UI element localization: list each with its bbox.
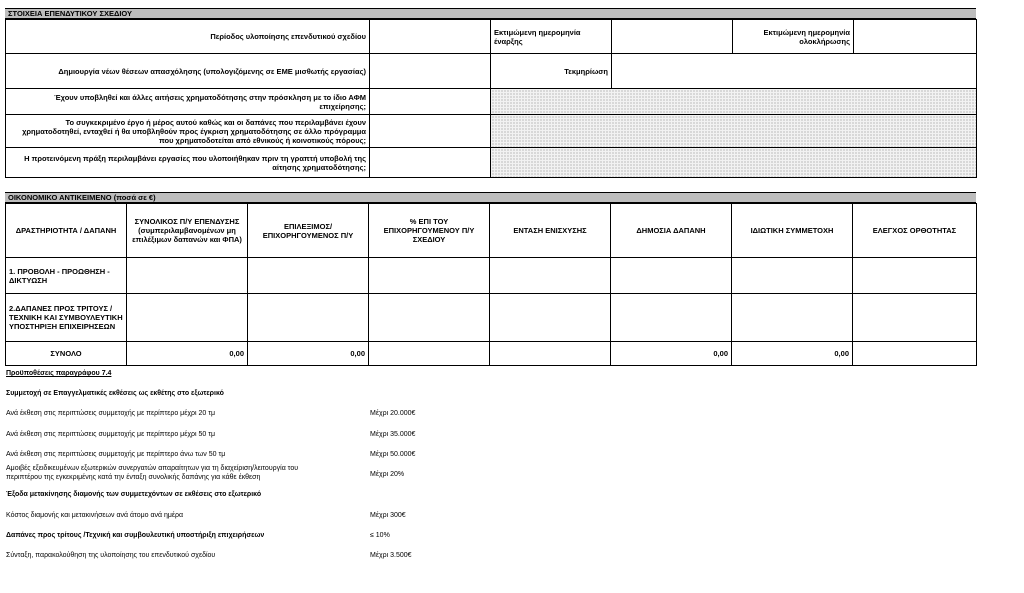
row-promotion-label: 1. ΠΡΟΒΟΛΗ - ΠΡΟΩΘΗΣΗ - ΔΙΚΤΥΩΣΗ bbox=[6, 258, 127, 294]
question-other-funding-input[interactable] bbox=[370, 115, 491, 148]
note-line-monitoring: Σύνταξη, παρακολούθηση της υλοποίησης του επενδυτικού σχεδίου bbox=[6, 552, 216, 559]
table-cell bbox=[853, 342, 977, 366]
note-line-accommodation: Κόστος διαμονής και μετακινήσεων ανά άτομο ανά ημέρα bbox=[6, 512, 184, 519]
table-cell[interactable] bbox=[490, 258, 611, 294]
section-financial-header: ΟΙΚΟΝΟΜΙΚΟ ΑΝΤΙΚΕΙΜΕΝΟ (ποσά σε €) bbox=[5, 192, 976, 203]
col-percentage: % ΕΠΙ ΤΟΥ ΕΠΙΧΟΡΗΓΟΥΜΕΝΟΥ Π/Υ ΣΧΕΔΙΟΥ bbox=[369, 204, 490, 258]
note-line-external-staff-cont: περιπτέρου της εγκεκριμένης κατά την ένταξη συνολικής δαπάνης για κάθε έκθεση bbox=[6, 474, 261, 481]
note-value-external-staff: Μέχρι 20% bbox=[370, 471, 405, 478]
table-cell[interactable] bbox=[369, 294, 490, 342]
note-line-external-staff: Αμοιβές εξειδικευμένων εξωτερικών συνεργατών απαραίτητων για τη διαχείριση/λειτουργία του bbox=[6, 465, 299, 472]
total-private-value: 0,00 bbox=[732, 342, 853, 366]
note-value-50sqm: Μέχρι 35.000€ bbox=[370, 431, 416, 438]
table-cell[interactable] bbox=[248, 294, 369, 342]
start-date-input[interactable] bbox=[612, 20, 733, 54]
note-line-50sqm: Ανά έκθεση στις περιπτώσεις συμμετοχής με περίπτερο μέχρι 50 τμ bbox=[6, 431, 216, 438]
question-prior-works-input[interactable] bbox=[370, 148, 491, 178]
financial-table bbox=[5, 203, 977, 366]
table-cell[interactable] bbox=[732, 294, 853, 342]
table-cell[interactable] bbox=[369, 258, 490, 294]
question-other-funding: Το συγκεκριμένο έργο ή μέρος αυτού καθώς και οι δαπάνες που περιλαμβάνει έχουν χρηματοδοτηθεί, ενταχθεί ή θα υποβληθούν προς έγκριση χρηματοδότησης σε άλλο πρόγραμμα που χρηματοδοτείται από εθνικούς ή κοινοτικούς πόρους; bbox=[6, 115, 370, 148]
investment-plan-table bbox=[5, 19, 977, 178]
hatched-area bbox=[491, 115, 977, 148]
total-eligible-value: 0,00 bbox=[248, 342, 369, 366]
hatched-area bbox=[491, 148, 977, 178]
start-date-label: Εκτιμώμενη ημερομηνία έναρξης bbox=[491, 20, 612, 54]
notes-title: Προϋποθέσεις παραγράφου 7.4 bbox=[6, 370, 112, 377]
total-label: ΣΥΝΟΛΟ bbox=[6, 342, 127, 366]
question-other-applications: Έχουν υποβληθεί και άλλες αιτήσεις χρηματοδότησης στην πρόσκληση με το ίδιο ΑΦΜ επιχείρησης; bbox=[6, 89, 370, 115]
section-investment-header: ΣΤΟΙΧΕΙΑ ΕΠΕΝΔΥΤΙΚΟΥ ΣΧΕΔΙΟΥ bbox=[5, 8, 976, 19]
note-value-third-party: ≤ 10% bbox=[370, 532, 390, 539]
evidence-label: Τεκμηρίωση bbox=[491, 54, 612, 89]
total-public-value: 0,00 bbox=[611, 342, 732, 366]
jobs-input[interactable] bbox=[370, 54, 491, 89]
col-validity-check: ΕΛΕΓΧΟΣ ΟΡΘΟΤΗΤΑΣ bbox=[853, 204, 977, 258]
note-value-accommodation: Μέχρι 300€ bbox=[370, 512, 406, 519]
note-value-20sqm: Μέχρι 20.000€ bbox=[370, 410, 416, 417]
table-cell[interactable] bbox=[732, 258, 853, 294]
table-cell bbox=[490, 342, 611, 366]
end-date-input[interactable] bbox=[854, 20, 977, 54]
table-cell bbox=[369, 342, 490, 366]
note-value-over-50sqm: Μέχρι 50.000€ bbox=[370, 451, 416, 458]
evidence-input[interactable] bbox=[612, 54, 977, 89]
col-total-budget: ΣΥΝΟΛΙΚΟΣ Π/Υ ΕΠΕΝΔΥΣΗΣ (συμπεριλαμβανομένων μη επιλέξιμων δαπανών και ΦΠΑ) bbox=[127, 204, 248, 258]
table-cell[interactable] bbox=[127, 294, 248, 342]
note-value-monitoring: Μέχρι 3.500€ bbox=[370, 552, 412, 559]
exhibitions-heading: Συμμετοχή σε Επαγγελματικές εκθέσεις ως εκθέτης στο εξωτερικό bbox=[6, 390, 224, 397]
col-activity: ΔΡΑΣΤΗΡΙΟΤΗΤΑ / ΔΑΠΑΝΗ bbox=[6, 204, 127, 258]
note-line-over-50sqm: Ανά έκθεση στις περιπτώσεις συμμετοχής με περίπτερο άνω των 50 τμ bbox=[6, 451, 226, 458]
jobs-label: Δημιουργία νέων θέσεων απασχόλησης (υπολογιζόμενης σε ΕΜΕ μισθωτής εργασίας) bbox=[6, 54, 370, 89]
table-cell[interactable] bbox=[853, 258, 977, 294]
col-private-contribution: ΙΔΙΩΤΙΚΗ ΣΥΜΜΕΤΟΧΗ bbox=[732, 204, 853, 258]
question-prior-works: Η προτεινόμενη πράξη περιλαμβάνει εργασίες που υλοποιήθηκαν πριν τη γραπτή υποβολή της αίτησης χρηματοδότησης; bbox=[6, 148, 370, 178]
row-third-party-label: 2.ΔΑΠΑΝΕΣ ΠΡΟΣ ΤΡΙΤΟΥΣ /ΤΕΧΝΙΚΗ ΚΑΙ ΣΥΜΒΟΥΛΕΥΤΙΚΗ ΥΠΟΣΤΗΡΙΞΗ ΕΠΙΧΕΙΡΗΣΕΩΝ bbox=[6, 294, 127, 342]
total-budget-value: 0,00 bbox=[127, 342, 248, 366]
table-cell[interactable] bbox=[611, 294, 732, 342]
col-aid-intensity: ΕΝΤΑΣΗ ΕΝΙΣΧΥΣΗΣ bbox=[490, 204, 611, 258]
col-public-expenditure: ΔΗΜΟΣΙΑ ΔΑΠΑΝΗ bbox=[611, 204, 732, 258]
table-cell[interactable] bbox=[248, 258, 369, 294]
hatched-area bbox=[491, 89, 977, 115]
col-eligible-budget: ΕΠΙΛΕΞΙΜΟΣ/ ΕΠΙΧΟΡΗΓΟΥΜΕΝΟΣ Π/Υ bbox=[248, 204, 369, 258]
travel-heading: Έξοδα μετακίνησης διαμονής των συμμετεχόντων σε εκθέσεις στο εξωτερικό bbox=[6, 491, 262, 498]
table-cell[interactable] bbox=[490, 294, 611, 342]
end-date-label: Εκτιμώμενη ημερομηνία ολοκλήρωσης bbox=[733, 20, 854, 54]
table-cell[interactable] bbox=[127, 258, 248, 294]
period-input[interactable] bbox=[370, 20, 491, 54]
note-line-20sqm: Ανά έκθεση στις περιπτώσεις συμμετοχής με περίπτερο μέχρι 20 τμ bbox=[6, 410, 216, 417]
period-label: Περίοδος υλοποίησης επενδυτικού σχεδίου bbox=[6, 20, 370, 54]
question-other-applications-input[interactable] bbox=[370, 89, 491, 115]
table-cell[interactable] bbox=[853, 294, 977, 342]
note-line-third-party: Δαπάνες προς τρίτους /Τεχνική και συμβουλευτική υποστήριξη επιχειρήσεων bbox=[6, 532, 265, 539]
table-cell[interactable] bbox=[611, 258, 732, 294]
